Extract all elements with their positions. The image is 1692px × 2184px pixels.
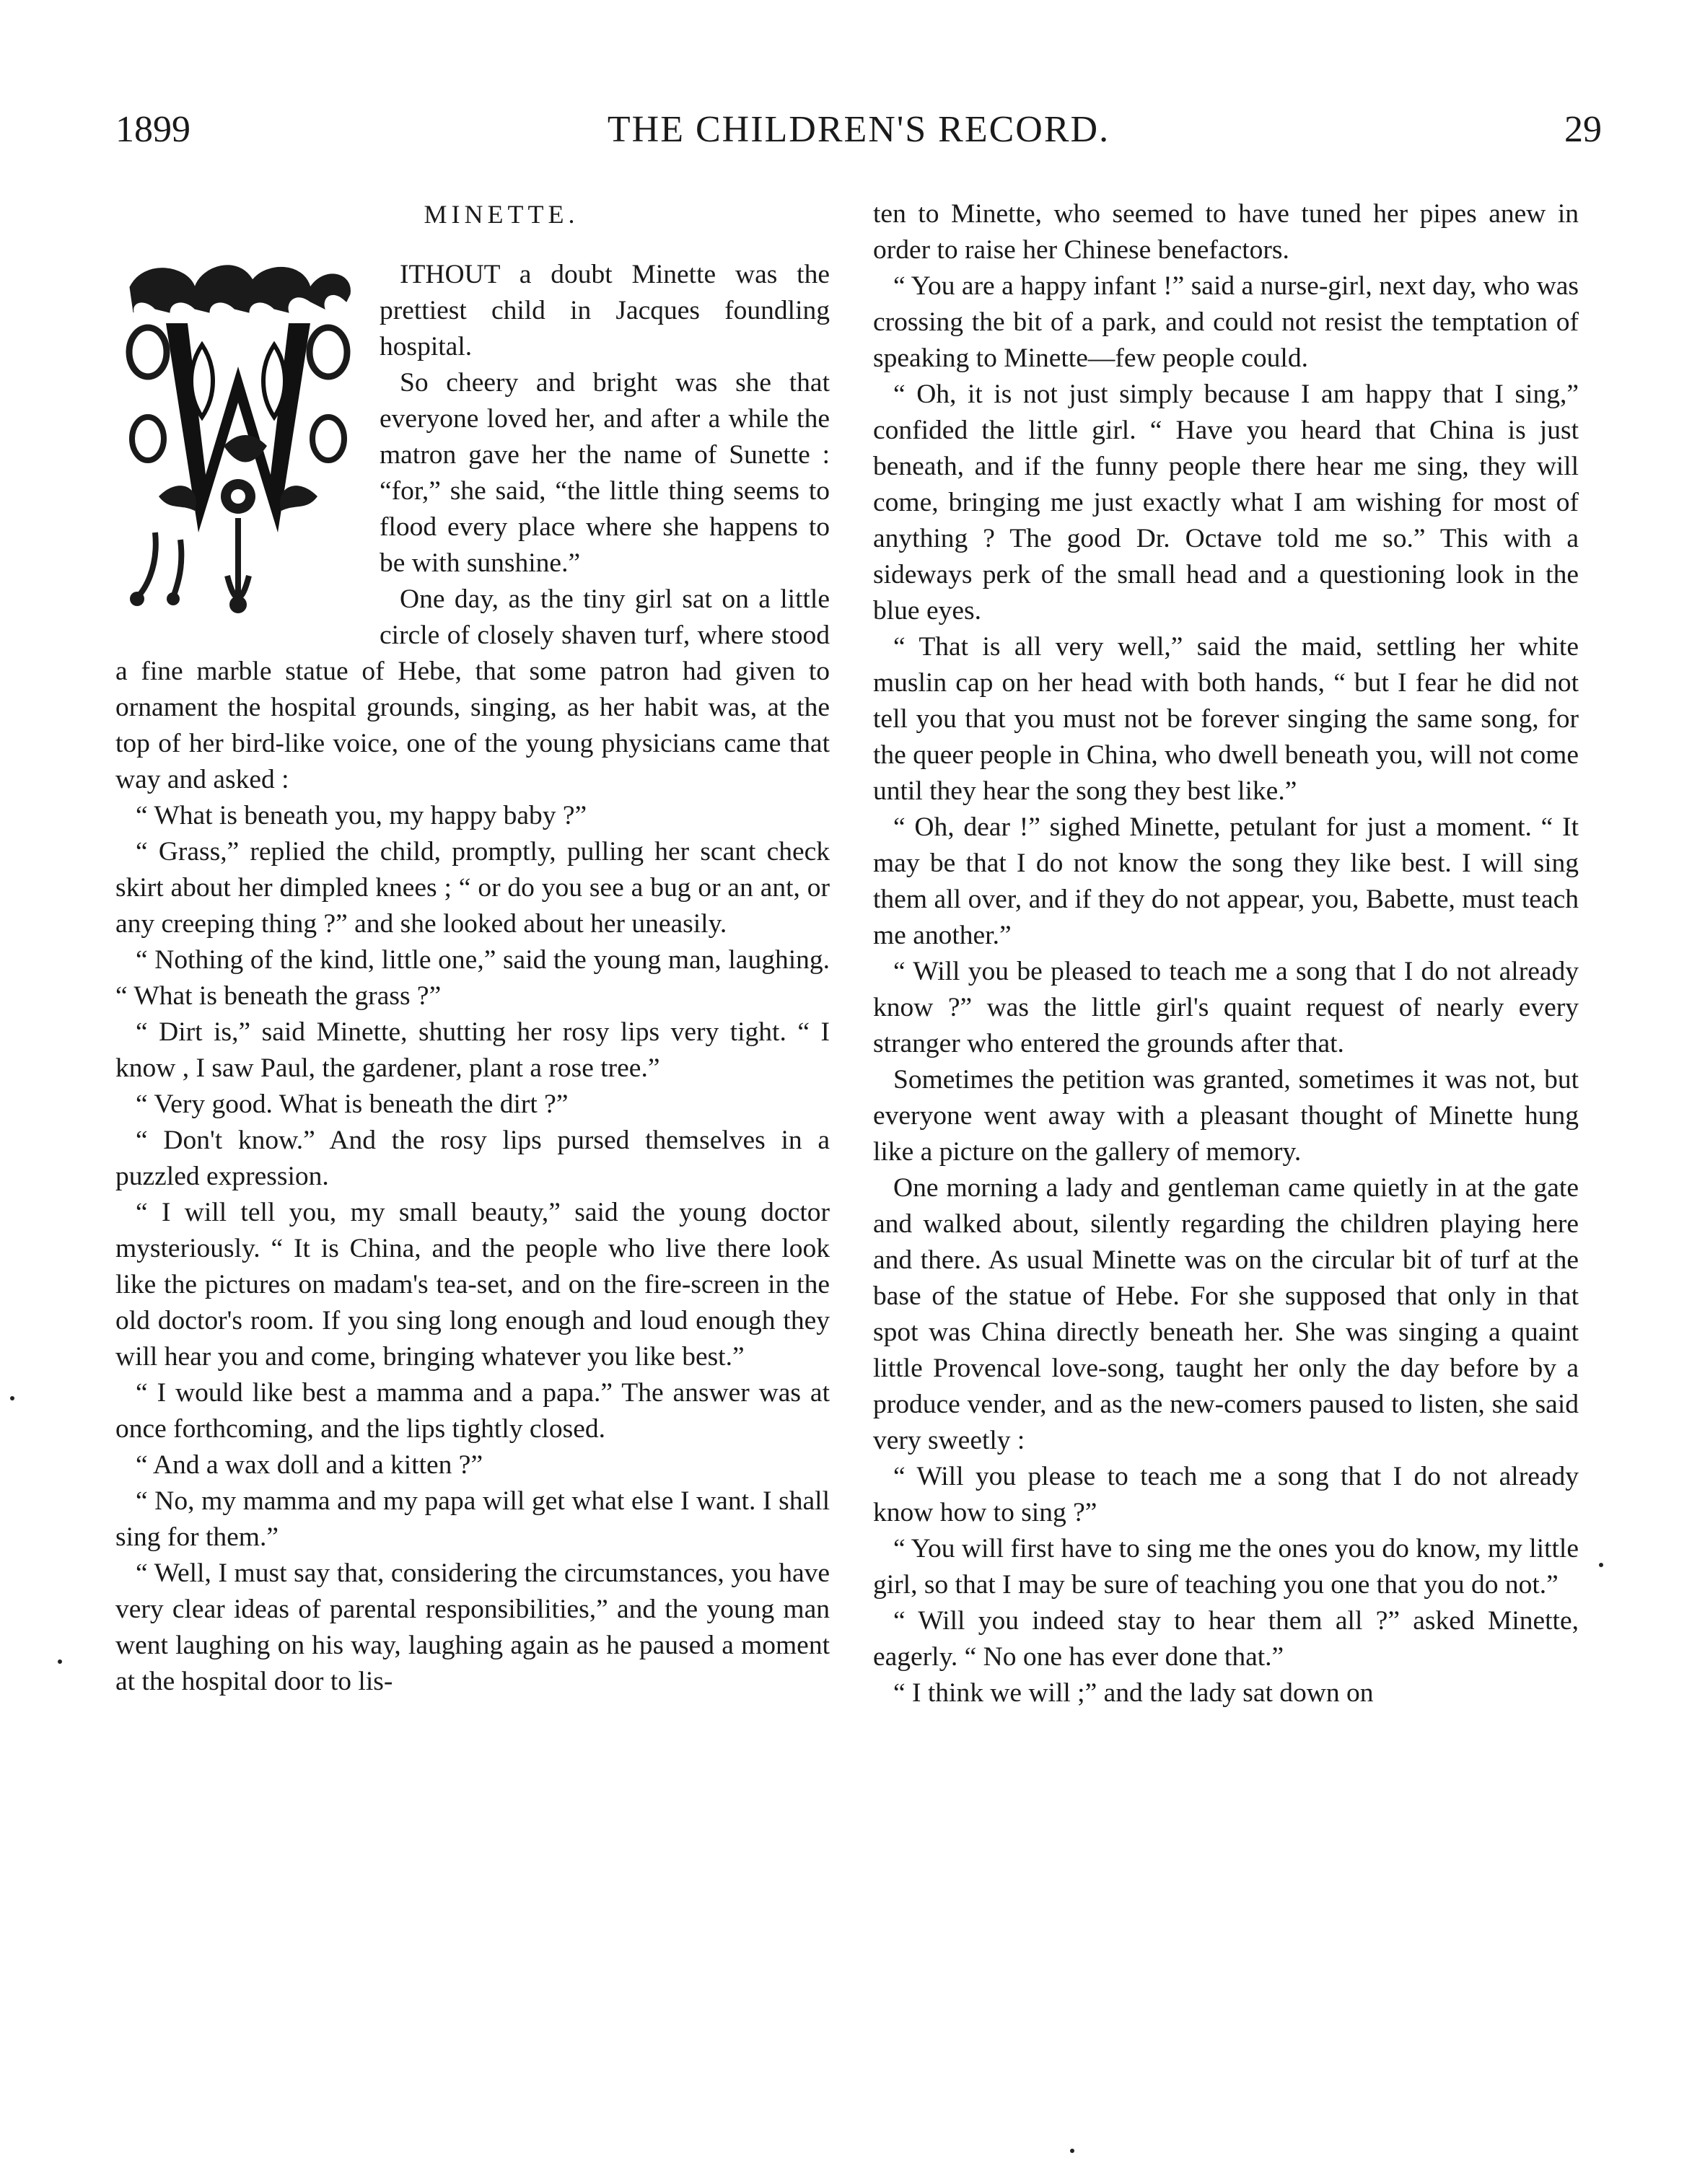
paragraph: “ What is beneath you, my happy baby ?”: [136, 801, 587, 830]
paragraph: “ Very good. What is beneath the dirt ?”: [136, 1089, 569, 1119]
journal-title: THE CHILDREN'S RECORD.: [607, 109, 1110, 150]
paragraph: “ Oh, it is not just simply because I am happy that I sing,” confided the little girl. “ Have you heard that China is just beneath, and if the funny people there hear me sing, they will come, bringing me just exactly what I am wishing for most of anything ? The good Dr. Octave told me so.” This with a sideways perk of the small head and a questioning look in the blue eyes.: [873, 380, 1579, 626]
paragraph: “ Will you please to teach me a song that I do not already know how to sing ?”: [873, 1462, 1579, 1527]
paragraph: “ Well, I must say that, considering the circumstances, you have very clear ideas of parental responsibilities,” and the young man went laughing on his way, laughing again as he paused a moment at the hospital door to lis-: [115, 1558, 830, 1696]
paragraph: “ Dirt is,” said Minette, shutting her rosy lips very tight. “ I know , I saw Paul, the gardener, plant a rose tree.”: [115, 1017, 830, 1083]
paragraph: “ I would like best a mamma and a papa.” The answer was at once forthcoming, and the lips tightly closed.: [115, 1378, 830, 1444]
ornamental-initial-w-icon: [115, 258, 361, 619]
paragraph: “ Grass,” replied the child, promptly, pulling her scant check skirt about her dimpled knees ; “ or do you see a bug or an ant, or any creeping thing ?” and she looked about her uneasily.: [115, 837, 830, 939]
running-header: [115, 108, 1602, 166]
paragraph: “ No, my mamma and my papa will get what else I want. I shall sing for them.”: [115, 1486, 830, 1552]
paragraph: “ Will you be pleased to teach me a song that I do not already know ?” was the little girl's quaint request of nearly every stranger who entered the grounds after that.: [873, 957, 1579, 1058]
paragraph: “ Don't know.” And the rosy lips pursed themselves in a puzzled expression.: [115, 1126, 830, 1191]
paragraph: “ I think we will ;” and the lady sat down on: [893, 1678, 1374, 1708]
speck-mark: [58, 1659, 62, 1664]
speck-mark: [1070, 2149, 1074, 2153]
paragraph: “ Nothing of the kind, little one,” said the young man, laughing. “ What is beneath the grass ?”: [115, 945, 830, 1011]
speck-mark: [1599, 1563, 1603, 1567]
story-title: MINETTE.: [424, 200, 579, 229]
paragraph: So cheery and bright was she that everyone loved her, and after a while the matron gave her the name of Sunette : “for,” she said, “the little thing seems to flood every place where she happens to be with sunshine.”: [380, 368, 830, 578]
paragraph: Sometimes the petition was granted, sometimes it was not, but everyone went away with a pleasant thought of Minette hung like a picture on the gallery of memory.: [873, 1065, 1579, 1167]
page-number: 29: [1564, 109, 1602, 150]
paragraph: “ I will tell you, my small beauty,” said the young doctor mysteriously. “ It is China, and the people who live there look like the pictures on madam's tea-set, and on the fire-screen in the old doctor's room. If you sing long enough and loud enough they will hear you and come, bringing whatever you like best.”: [115, 1198, 830, 1372]
header-year: 1899: [115, 109, 190, 150]
paragraph: “ And a wax doll and a kitten ?”: [136, 1450, 483, 1480]
paragraph: “ You are a happy infant !” said a nurse-girl, next day, who was crossing the bit of a park, and could not resist the temptation of speaking to Minette—few people could.: [873, 271, 1579, 373]
left-column: [115, 196, 830, 1700]
paragraph: “ You will first have to sing me the ones you do know, my little girl, so that I may be sure of teaching you one that you do not.”: [873, 1534, 1579, 1600]
paragraph: “ Oh, dear !” sighed Minette, petulant for just a moment. “ It may be that I do not know the song they like best. I will sing them all over, and if they do not appear, you, Babette, must teach me another.”: [873, 812, 1579, 950]
paragraph: One day, as the tiny girl sat on a little circle of closely shaven turf, where stood a fine marble statue of Hebe, that some patron had given to ornament the hospital grounds, singing, as her habit was, at the top of her bird-like voice, one of the young physicians came that way and asked :: [115, 584, 830, 794]
paragraph: “ That is all very well,” said the maid, settling her white muslin cap on her head with both hands, “ but I fear he did not tell you that you must not be forever singing the same song, for the queer people in China, who dwell beneath you, will not come until they hear the song they best like.”: [873, 632, 1579, 806]
paragraph: ten to Minette, who seemed to have tuned her pipes anew in order to raise her Chinese benefactors.: [873, 199, 1579, 265]
paragraph: “ Will you indeed stay to hear them all ?” asked Minette, eagerly. “ No one has ever done that.”: [873, 1606, 1579, 1672]
right-column: [873, 196, 1579, 1711]
paragraph: ITHOUT a doubt Minette was the prettiest child in Jacques foundling hospital.: [380, 260, 830, 361]
paragraph: One morning a lady and gentleman came quietly in at the gate and walked about, silently regarding the children playing here and there. As usual Minette was on the circular bit of turf at the base of the statue of Hebe. For she supposed that only in that spot was China directly beneath her. She was singing a quaint little Provencal love-song, taught her only the day before by a produce vender, and as the new-comers paused to listen, she said very sweetly :: [873, 1173, 1579, 1455]
speck-mark: [10, 1396, 14, 1400]
